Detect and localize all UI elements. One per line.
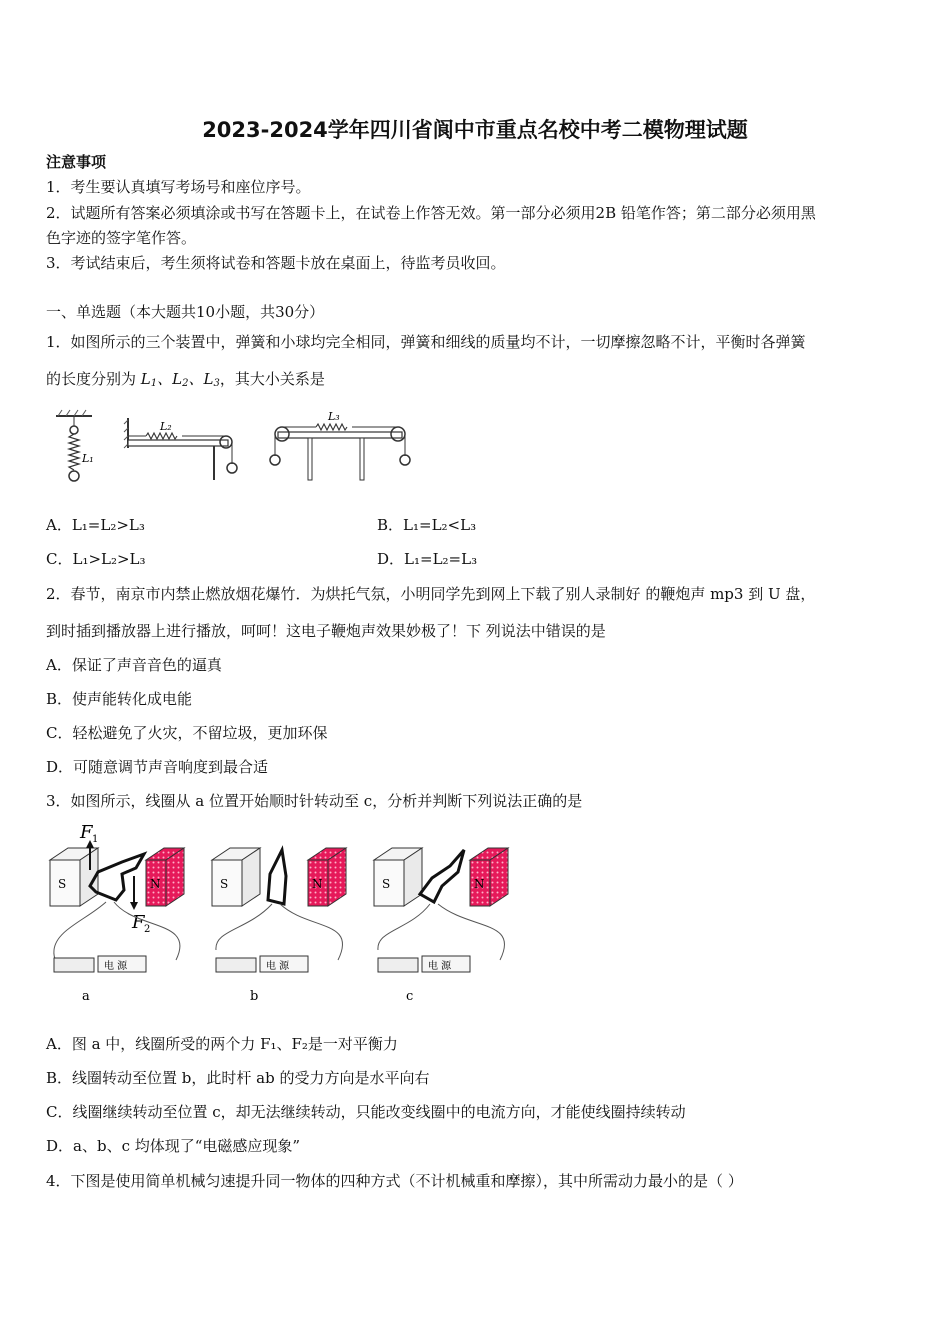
q1-stem-line1: 1．如图所示的三个装置中，弹簧和小球均完全相同，弹簧和细线的质量均不计，一切摩擦忽略不计，平衡时各弹簧 [46,333,806,351]
magnet-n-label: N [150,877,161,891]
q1-option-c: C．L₁>L₂>L₃ [46,550,146,568]
caption-c: c [406,989,414,1004]
q3-option-a: A．图 a 中，线圈所受的两个力 F₁、F₂是一对平衡力 [46,1035,398,1053]
svg-text:电 源: 电 源 [104,961,128,972]
q2-option-c: C．轻松避免了火灾，不留垃圾，更加环保 [46,724,328,742]
q3-option-c: C．线圈继续转动至位置 c，却无法继续转动，只能改变线圈中的电流方向，才能使线圈持续转动 [46,1103,686,1121]
q1-option-b: B．L₁=L₂<L₃ [377,516,477,534]
q3-figure [46,820,526,1006]
magnet-s-label: S [58,877,67,891]
q4-stem: 4．下图是使用简单机械匀速提升同一物体的四种方式（不计机械重和摩擦），其中所需动力最小的是（ ） [46,1172,743,1190]
label-l3: L₃ [328,410,340,423]
q1-figure [46,404,416,494]
svg-text:2: 2 [144,924,151,935]
q3-option-d: D．a、b、c 均体现了“电磁感应现象” [46,1137,301,1155]
caption-b: b [250,989,259,1004]
q2-option-b: B．使声能转化成电能 [46,690,193,708]
q3-panel-c [374,848,508,1004]
q3-panel-a [50,822,184,1004]
q1-stem-line2: 的长度分别为 $L_1$、$L_2$、$L_3$，其大小关系是 [46,370,325,389]
notice-item-2: 2．试题所有答案必须填涂或书写在答题卡上，在试卷上作答无效。第一部分必须用2B 铅笔作答；第二部分必须用黑 [46,204,816,222]
q1-option-d: D．L₁=L₂=L₃ [377,550,478,568]
svg-text:S: S [382,877,391,891]
q1-option-a: A．L₁=L₂>L₃ [46,516,145,534]
svg-text:电 源: 电 源 [266,961,290,972]
q2-option-d: D．可随意调节声音响度到最合适 [46,758,269,776]
q3-panel-b [212,848,346,1004]
svg-text:N: N [312,877,323,891]
notice-heading: 注意事项 [46,153,107,171]
svg-text:F: F [80,822,93,843]
notice-item-2-cont: 色字迹的签字笔作答。 [46,229,197,247]
svg-text:电 源: 电 源 [428,961,452,972]
section-heading: 一、单选题（本大题共10小题，共30分） [46,303,325,321]
q2-stem-line2: 到时插到播放器上进行播放，呵呵！这电子鞭炮声效果妙极了！下 列说法中错误的是 [46,622,606,640]
svg-text:N: N [474,877,485,891]
svg-text:F: F [132,912,145,933]
svg-text:1: 1 [92,834,99,845]
notice-item-3: 3．考试结束后，考生须将试卷和答题卡放在桌面上，待监考员收回。 [46,254,506,272]
caption-a: a [82,989,90,1004]
q3-option-b: B．线圈转动至位置 b，此时杆 ab 的受力方向是水平向右 [46,1069,430,1087]
q3-stem: 3．如图所示，线圈从 a 位置开始顺时针转动至 c，分析并判断下列说法正确的是 [46,792,583,810]
page-title: 2023-2024学年四川省阆中市重点名校中考二模物理试题 [202,118,748,142]
q2-option-a: A．保证了声音音色的逼真 [46,656,222,674]
svg-text:S: S [220,877,229,891]
label-l2: L₂ [160,420,172,433]
q2-stem-line1: 2．春节，南京市内禁止燃放烟花爆竹．为烘托气氛，小明同学先到网上下载了别人录制好 的鞭炮声 mp3 到 U 盘， [46,585,816,603]
label-l1: L₁ [82,452,94,465]
notice-item-1: 1．考生要认真填写考场号和座位序号。 [46,178,311,196]
